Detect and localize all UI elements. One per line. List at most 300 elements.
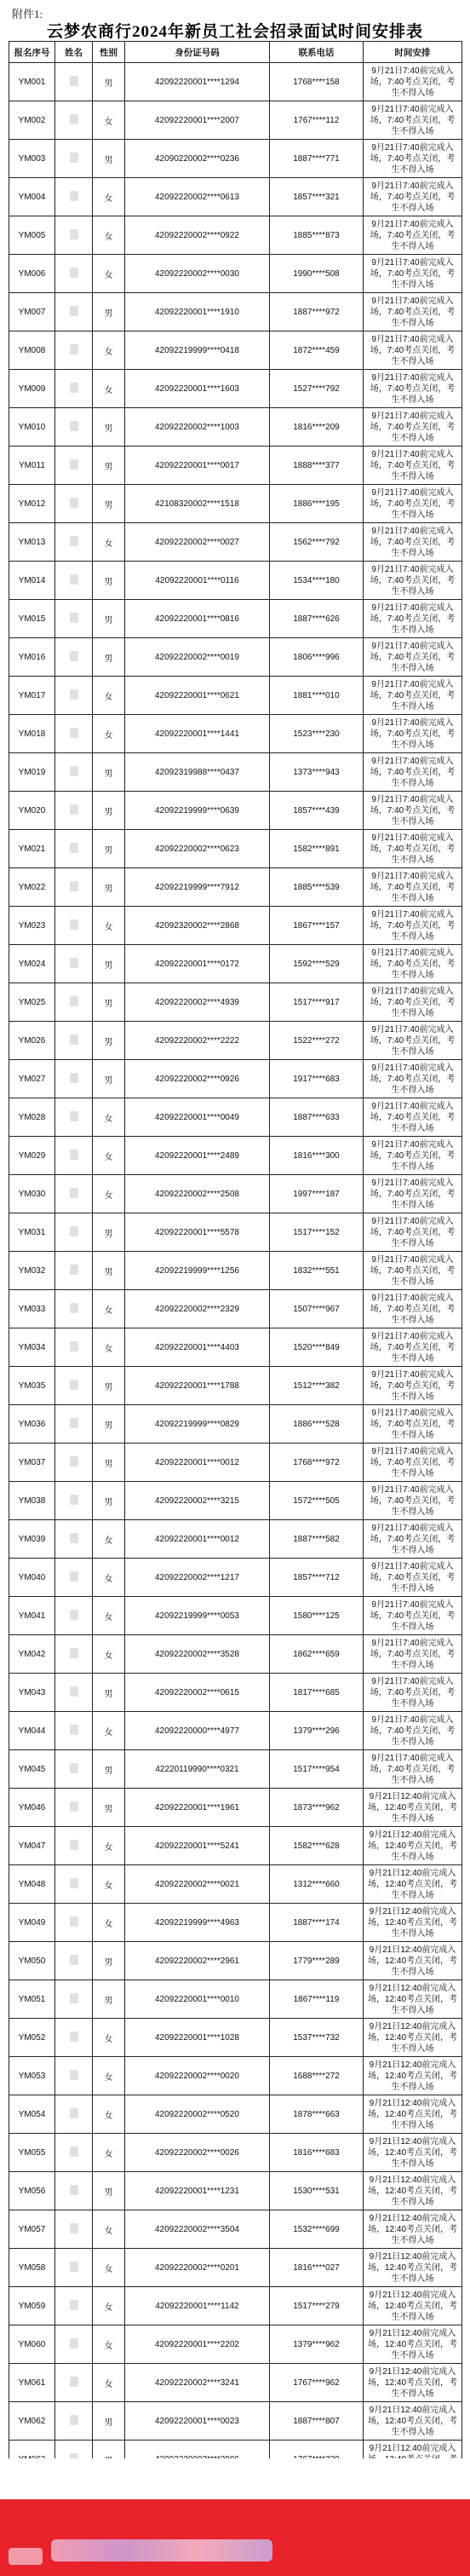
- cell-id: YM052: [9, 2019, 55, 2057]
- table-row: [9, 753, 462, 792]
- cell-name: [55, 255, 93, 293]
- cell-id: YM057: [9, 2210, 55, 2249]
- cell-gender: 女: [93, 1290, 125, 1328]
- cell-phone: 1867****119: [270, 1980, 364, 2019]
- cell-name: [55, 1213, 93, 1252]
- table-row: [9, 2287, 462, 2325]
- cell-id: YM041: [9, 1597, 55, 1635]
- table-row: [9, 677, 462, 715]
- cell-name: [55, 408, 93, 447]
- cell-name: [55, 1290, 93, 1328]
- cell-gender: 女: [93, 2364, 125, 2402]
- cell-id-number: 42092219999****0053: [125, 1597, 270, 1635]
- cell-id: YM053: [9, 2057, 55, 2095]
- cell-name: [55, 2325, 93, 2364]
- cell-schedule: 9月21日7:40前完成入场，7:40考点关闭，考生不得入场: [364, 178, 462, 216]
- cell-id-number: 42092220001****0116: [125, 562, 270, 600]
- cell-gender: 男: [93, 1674, 125, 1712]
- cell-phone: 1379****962: [270, 2325, 364, 2364]
- cell-id: YM042: [9, 1635, 55, 1674]
- cell-name: [55, 2095, 93, 2134]
- redacted-name: [70, 498, 78, 508]
- footer-blurred-mark: [9, 2548, 43, 2565]
- redacted-name: [70, 1533, 78, 1543]
- redacted-name: [70, 804, 78, 815]
- cell-id-number: 42092220002****3241: [125, 2364, 270, 2402]
- table-row: [9, 1827, 462, 1865]
- cell-gender: 女: [93, 1827, 125, 1865]
- cell-id-number: 42092220001****1961: [125, 1789, 270, 1827]
- cell-phone: 1512****382: [270, 1367, 364, 1405]
- redacted-name: [70, 1916, 78, 1927]
- cell-name: [55, 1827, 93, 1865]
- cell-phone: 1878****663: [270, 2095, 364, 2134]
- cell-id: YM059: [9, 2287, 55, 2325]
- cell-id-number: 42092220002****0020: [125, 2057, 270, 2095]
- cell-id-number: 42092220001****1788: [125, 1367, 270, 1405]
- cell-id: YM002: [9, 101, 55, 140]
- table-row: [9, 1444, 462, 1482]
- redacted-name: [70, 1495, 78, 1505]
- table-row: [9, 792, 462, 830]
- cell-id-number: 42092220001****5578: [125, 1213, 270, 1252]
- redacted-name: [70, 76, 78, 86]
- cell-id-number: 42092220001****0012: [125, 1444, 270, 1482]
- table-row: [9, 485, 462, 523]
- cell-id: YM021: [9, 830, 55, 868]
- cell-phone: 1522****272: [270, 1022, 364, 1060]
- cell-gender: 男: [93, 293, 125, 331]
- cell-name: [55, 677, 93, 715]
- cell-phone: 1532****699: [270, 2210, 364, 2249]
- redacted-name: [70, 1265, 78, 1275]
- cell-gender: 女: [93, 1559, 125, 1597]
- redacted-name: [70, 1610, 78, 1620]
- cell-gender: 女: [93, 2057, 125, 2095]
- cell-id: YM028: [9, 1098, 55, 1137]
- table-row: [9, 1865, 462, 1904]
- redacted-name: [70, 114, 78, 124]
- cell-id: YM043: [9, 1674, 55, 1712]
- redacted-name: [70, 344, 78, 354]
- table-row: [9, 1750, 462, 1789]
- cell-id: YM034: [9, 1328, 55, 1367]
- cell-gender: 女: [93, 255, 125, 293]
- cell-schedule: 9月21日7:40前完成入场，7:40考点关闭，考生不得入场: [364, 945, 462, 983]
- cell-id: YM051: [9, 1980, 55, 2019]
- cell-name: [55, 1904, 93, 1942]
- table-row: [9, 600, 462, 638]
- cell-phone: 1688****272: [270, 2057, 364, 2095]
- cell-phone: 1767****112: [270, 101, 364, 140]
- cell-gender: 女: [93, 1137, 125, 1175]
- cell-gender: 女: [93, 1098, 125, 1137]
- redacted-name: [70, 689, 78, 700]
- cell-id: YM049: [9, 1904, 55, 1942]
- cell-phone: 1582****891: [270, 830, 364, 868]
- redacted-name: [70, 536, 78, 546]
- cell-schedule: 9月21日7:40前完成入场，7:40考点关闭，考生不得入场: [364, 63, 462, 101]
- cell-id: YM025: [9, 983, 55, 1022]
- cell-name: [55, 1405, 93, 1444]
- cell-name: [55, 101, 93, 140]
- cell-gender: 男: [93, 447, 125, 485]
- cell-id: YM007: [9, 293, 55, 331]
- cell-phone: 1832****551: [270, 1252, 364, 1290]
- cell-gender: 女: [93, 1712, 125, 1750]
- cell-id: YM044: [9, 1712, 55, 1750]
- cell-gender: 男: [93, 945, 125, 983]
- cell-schedule: 9月21日7:40前完成入场，7:40考点关闭，考生不得入场: [364, 408, 462, 447]
- table-row: [9, 562, 462, 600]
- cell-id-number: 42092220001****0017: [125, 447, 270, 485]
- cell-name: [55, 1022, 93, 1060]
- cell-id-number: 42092220002****2508: [125, 1175, 270, 1213]
- cell-id-number: 42092219999****0829: [125, 1405, 270, 1444]
- cell-gender: 男: [93, 868, 125, 907]
- cell-schedule: 9月21日7:40前完成入场，7:40考点关闭，考生不得入场: [364, 983, 462, 1022]
- cell-id-number: 42092220001****5241: [125, 1827, 270, 1865]
- cell-id: YM050: [9, 1942, 55, 1980]
- cell-id-number: 42092220001****0012: [125, 1520, 270, 1559]
- cell-phone: 1517****152: [270, 1213, 364, 1252]
- cell-id: YM014: [9, 562, 55, 600]
- cell-id: YM030: [9, 1175, 55, 1213]
- cell-id: YM027: [9, 1060, 55, 1098]
- cell-phone: 1888****377: [270, 447, 364, 485]
- cell-id-number: 42092219999****1256: [125, 1252, 270, 1290]
- cell-name: [55, 2134, 93, 2172]
- table-row: [9, 2249, 462, 2287]
- column-header-gender: 性别: [93, 42, 125, 63]
- redacted-name: [70, 2300, 78, 2310]
- cell-gender: 女: [93, 907, 125, 945]
- cell-phone: 1887****771: [270, 140, 364, 178]
- cell-name: [55, 907, 93, 945]
- cell-id-number: 42092220002****0030: [125, 255, 270, 293]
- table-row: [9, 1482, 462, 1520]
- cell-phone: 1997****187: [270, 1175, 364, 1213]
- table-row: [9, 1635, 462, 1674]
- redacted-name: [70, 728, 78, 738]
- table-row: [9, 2364, 462, 2402]
- redacted-name: [70, 1686, 78, 1697]
- cell-name: [55, 1750, 93, 1789]
- cell-gender: 男: [93, 63, 125, 101]
- redacted-name: [70, 2108, 78, 2118]
- redacted-name: [70, 613, 78, 623]
- cell-id-number: 42092220001****0172: [125, 945, 270, 983]
- redacted-name: [70, 1955, 78, 1965]
- cell-schedule: 9月21日12:40前完成入场，12:40考点关闭，考生不得入场: [364, 1827, 462, 1865]
- table-row: [9, 408, 462, 447]
- cell-schedule: 9月21日7:40前完成入场，7:40考点关闭，考生不得入场: [364, 792, 462, 830]
- cell-id-number: 42092220002****0926: [125, 1060, 270, 1098]
- cell-phone: 1862****659: [270, 1635, 364, 1674]
- table-row: [9, 1328, 462, 1367]
- table-row: [9, 868, 462, 907]
- cell-gender: 男: [93, 2402, 125, 2441]
- cell-schedule: 9月21日7:40前完成入场，7:40考点关闭，考生不得入场: [364, 753, 462, 792]
- cell-id-number: 42092220001****1910: [125, 293, 270, 331]
- cell-name: [55, 370, 93, 408]
- cell-gender: 女: [93, 2325, 125, 2364]
- cell-phone: 1767****962: [270, 2364, 364, 2402]
- cell-gender: 女: [93, 2019, 125, 2057]
- cell-gender: 男: [93, 792, 125, 830]
- cell-name: [55, 983, 93, 1022]
- column-header-phone: 联系电话: [270, 42, 364, 63]
- cell-phone: 1872****459: [270, 331, 364, 370]
- cell-name: [55, 1444, 93, 1482]
- cell-id: YM008: [9, 331, 55, 370]
- cell-id: YM046: [9, 1789, 55, 1827]
- cell-schedule: 9月21日12:40前完成入场，12:40考点关闭，考生不得入场: [364, 2019, 462, 2057]
- cell-schedule: 9月21日7:40前完成入场，7:40考点关闭，考生不得入场: [364, 1022, 462, 1060]
- cell-id-number: 42092220001****0010: [125, 1980, 270, 2019]
- redacted-name: [70, 1648, 78, 1658]
- cell-id-number: 42092219999****0418: [125, 331, 270, 370]
- cell-id: YM003: [9, 140, 55, 178]
- cell-id-number: 42092220002****0019: [125, 638, 270, 677]
- cell-id-number: 42092220000****4977: [125, 1712, 270, 1750]
- redacted-name: [70, 1801, 78, 1812]
- cell-id: YM016: [9, 638, 55, 677]
- cell-id-number: 42092220001****1028: [125, 2019, 270, 2057]
- cell-id: YM013: [9, 523, 55, 562]
- cell-phone: 1873****962: [270, 1789, 364, 1827]
- cell-schedule: 9月21日7:40前完成入场，7:40考点关闭，考生不得入场: [364, 1405, 462, 1444]
- cell-schedule: 9月21日7:40前完成入场，7:40考点关闭，考生不得入场: [364, 485, 462, 523]
- cell-id-number: 42092219999****7912: [125, 868, 270, 907]
- cell-gender: 男: [93, 562, 125, 600]
- table-body: [9, 63, 462, 2517]
- redacted-name: [70, 1034, 78, 1045]
- cell-schedule: 9月21日7:40前完成入场，7:40考点关闭，考生不得入场: [364, 677, 462, 715]
- redacted-name: [70, 2185, 78, 2195]
- table-row: [9, 140, 462, 178]
- cell-phone: 1517****954: [270, 1750, 364, 1789]
- cell-name: [55, 1060, 93, 1098]
- cell-name: [55, 1252, 93, 1290]
- footer-banner: [0, 2499, 470, 2576]
- cell-schedule: 9月21日12:40前完成入场，12:40考点关闭，考生不得入场: [364, 2210, 462, 2249]
- redacted-name: [70, 306, 78, 316]
- redacted-name: [70, 2070, 78, 2080]
- cell-id-number: 42092220002****0026: [125, 2134, 270, 2172]
- cell-name: [55, 562, 93, 600]
- redacted-name: [70, 2338, 78, 2348]
- cell-id-number: 42092220002****0615: [125, 1674, 270, 1712]
- cell-id: YM054: [9, 2095, 55, 2134]
- redacted-name: [70, 383, 78, 393]
- cell-gender: 男: [93, 830, 125, 868]
- cell-name: [55, 2402, 93, 2441]
- cell-id: YM058: [9, 2249, 55, 2287]
- cell-phone: 1517****279: [270, 2287, 364, 2325]
- cell-id: YM006: [9, 255, 55, 293]
- cell-schedule: 9月21日12:40前完成入场，12:40考点关闭，考生不得入场: [364, 2364, 462, 2402]
- cell-gender: 女: [93, 2287, 125, 2325]
- redacted-name: [70, 191, 78, 201]
- cell-phone: 1768****158: [270, 63, 364, 101]
- table-row: [9, 2172, 462, 2210]
- cell-gender: 男: [93, 983, 125, 1022]
- cell-id-number: 42092220002****1003: [125, 408, 270, 447]
- cell-phone: 1857****321: [270, 178, 364, 216]
- cell-id-number: 42092220002****0623: [125, 830, 270, 868]
- cell-gender: 女: [93, 677, 125, 715]
- redacted-name: [70, 268, 78, 278]
- redacted-name: [70, 1418, 78, 1428]
- cell-gender: 男: [93, 1482, 125, 1520]
- cell-name: [55, 485, 93, 523]
- cell-name: [55, 1980, 93, 2019]
- table-row: [9, 638, 462, 677]
- cell-gender: 女: [93, 2134, 125, 2172]
- cell-id: YM012: [9, 485, 55, 523]
- cell-id-number: 42092220002****2329: [125, 1290, 270, 1328]
- cell-phone: 1887****174: [270, 1904, 364, 1942]
- redacted-name: [70, 459, 78, 470]
- cell-id-number: 42092220001****4403: [125, 1328, 270, 1367]
- cell-gender: 男: [93, 408, 125, 447]
- cell-name: [55, 1712, 93, 1750]
- cell-name: [55, 140, 93, 178]
- table-row: [9, 255, 462, 293]
- cell-id-number: 42092220002****0922: [125, 216, 270, 255]
- table-row: [9, 2402, 462, 2441]
- cell-gender: 女: [93, 101, 125, 140]
- cell-name: [55, 1789, 93, 1827]
- cell-phone: 1990****508: [270, 255, 364, 293]
- redacted-name: [70, 1073, 78, 1083]
- table-row: [9, 1674, 462, 1712]
- cell-schedule: 9月21日12:40前完成入: [364, 2441, 462, 2479]
- table-row: [9, 1213, 462, 1252]
- redacted-name: [70, 996, 78, 1006]
- cell-phone: 1530****531: [270, 2172, 364, 2210]
- cell-id-number: 42092220001****1142: [125, 2287, 270, 2325]
- redacted-name: [70, 1456, 78, 1467]
- cell-schedule: 9月21日7:40前完成入场，7:40考点关闭，考生不得入场: [364, 600, 462, 638]
- redacted-name: [70, 1188, 78, 1198]
- cell-name: [55, 830, 93, 868]
- table-row: [9, 178, 462, 216]
- cell-name: [55, 600, 93, 638]
- cell-phone: 1562****792: [270, 523, 364, 562]
- cell-schedule: 9月21日12:40前完成入场，12:40考点关闭，考生不得入场: [364, 2095, 462, 2134]
- table-row: [9, 2210, 462, 2249]
- cell-id-number: 42092220001****1231: [125, 2172, 270, 2210]
- cell-gender: 女: [93, 1904, 125, 1942]
- cell-schedule: 9月21日7:40前完成入场，7:40考点关闭，考生不得入场: [364, 1098, 462, 1137]
- cell-name: [55, 63, 93, 101]
- redacted-name: [70, 1878, 78, 1888]
- cell-schedule: 9月21日12:40前完成入场，12:40考点关闭，考生不得入场: [364, 2057, 462, 2095]
- cell-id: YM023: [9, 907, 55, 945]
- cell-id: YM055: [9, 2134, 55, 2172]
- cell-id: YM009: [9, 370, 55, 408]
- cell-schedule: 9月21日7:40前完成入场，7:40考点关闭，考生不得入场: [364, 1635, 462, 1674]
- cell-id-number: 42092319988****0437: [125, 753, 270, 792]
- redacted-name: [70, 1380, 78, 1390]
- cell-id: YM010: [9, 408, 55, 447]
- cell-id: YM005: [9, 216, 55, 255]
- cell-phone: 1887****626: [270, 600, 364, 638]
- table-row: [9, 101, 462, 140]
- cell-phone: 1806****996: [270, 638, 364, 677]
- cell-name: [55, 868, 93, 907]
- cell-id: YM040: [9, 1559, 55, 1597]
- cell-schedule: 9月21日7:40前完成入场，7:40考点关闭，考生不得入场: [364, 1060, 462, 1098]
- cell-phone: 1886****195: [270, 485, 364, 523]
- cell-name: [55, 1482, 93, 1520]
- cell-id: YM061: [9, 2364, 55, 2402]
- cell-id-number: 42092220002****0613: [125, 178, 270, 216]
- cell-phone: 1312****660: [270, 1865, 364, 1904]
- cell-name: [55, 1175, 93, 1213]
- footer-blurred-text: [51, 2539, 272, 2562]
- cell-name: [55, 1597, 93, 1635]
- table-row: [9, 945, 462, 983]
- cell-name: [55, 2172, 93, 2210]
- cell-phone: 1507****967: [270, 1290, 364, 1328]
- cell-phone: 1887****633: [270, 1098, 364, 1137]
- column-header-name: 姓名: [55, 42, 93, 63]
- cell-schedule: 9月21日7:40前完成入场，7:40考点关闭，考生不得入场: [364, 1213, 462, 1252]
- cell-id-number: 42092220001****0816: [125, 600, 270, 638]
- cell-gender: 女: [93, 331, 125, 370]
- cell-id-number: 42092220002****3504: [125, 2210, 270, 2249]
- table-row: [9, 1252, 462, 1290]
- cell-id: YM004: [9, 178, 55, 216]
- redacted-name: [70, 2223, 78, 2233]
- cell-phone: 1867****157: [270, 907, 364, 945]
- cell-id: YM026: [9, 1022, 55, 1060]
- cell-name: [55, 293, 93, 331]
- cell-phone: 1517****917: [270, 983, 364, 1022]
- cell-name: [55, 2019, 93, 2057]
- page-title: 云梦农商行2024年新员工社会招录面试时间安排表: [46, 23, 423, 41]
- table-row: [9, 1980, 462, 2019]
- table-row: [9, 907, 462, 945]
- cell-schedule: 9月21日7:40前完成入场，7:40考点关闭，考生不得入场: [364, 1290, 462, 1328]
- cell-gender: 女: [93, 1635, 125, 1674]
- cell-gender: 男: [93, 1405, 125, 1444]
- cell-phone: 1537****732: [270, 2019, 364, 2057]
- cell-gender: 男: [93, 1942, 125, 1980]
- cell-schedule: 9月21日12:40前完成入场，12:40考点关闭，考生不得入场: [364, 2134, 462, 2172]
- cell-gender: 女: [93, 1328, 125, 1367]
- cell-schedule: 9月21日7:40前完成入场，7:40考点关闭，考生不得入场: [364, 216, 462, 255]
- cell-id: YM020: [9, 792, 55, 830]
- cell-schedule: 9月21日7:40前完成入场，7:40考点关闭，考生不得入场: [364, 523, 462, 562]
- cell-schedule: 9月21日12:40前完成入场，12:40考点关闭，考生不得入场: [364, 1904, 462, 1942]
- cell-schedule: 9月21日7:40前完成入场，7:40考点关闭，考生不得入场: [364, 1597, 462, 1635]
- table-row: [9, 2134, 462, 2172]
- cell-phone: 1523****230: [270, 715, 364, 753]
- cell-gender: 女: [93, 178, 125, 216]
- cell-phone: 1917****683: [270, 1060, 364, 1098]
- cell-name: [55, 945, 93, 983]
- cell-schedule: 9月21日7:40前完成入场，7:40考点关闭，考生不得入场: [364, 1444, 462, 1482]
- cell-phone: 1816****300: [270, 1137, 364, 1175]
- cell-schedule: 9月21日7:40前完成入场，7:40考点关闭，考生不得入场: [364, 1175, 462, 1213]
- cell-name: [55, 792, 93, 830]
- column-header-id: 报名序号: [9, 42, 55, 63]
- cell-name: [55, 1865, 93, 1904]
